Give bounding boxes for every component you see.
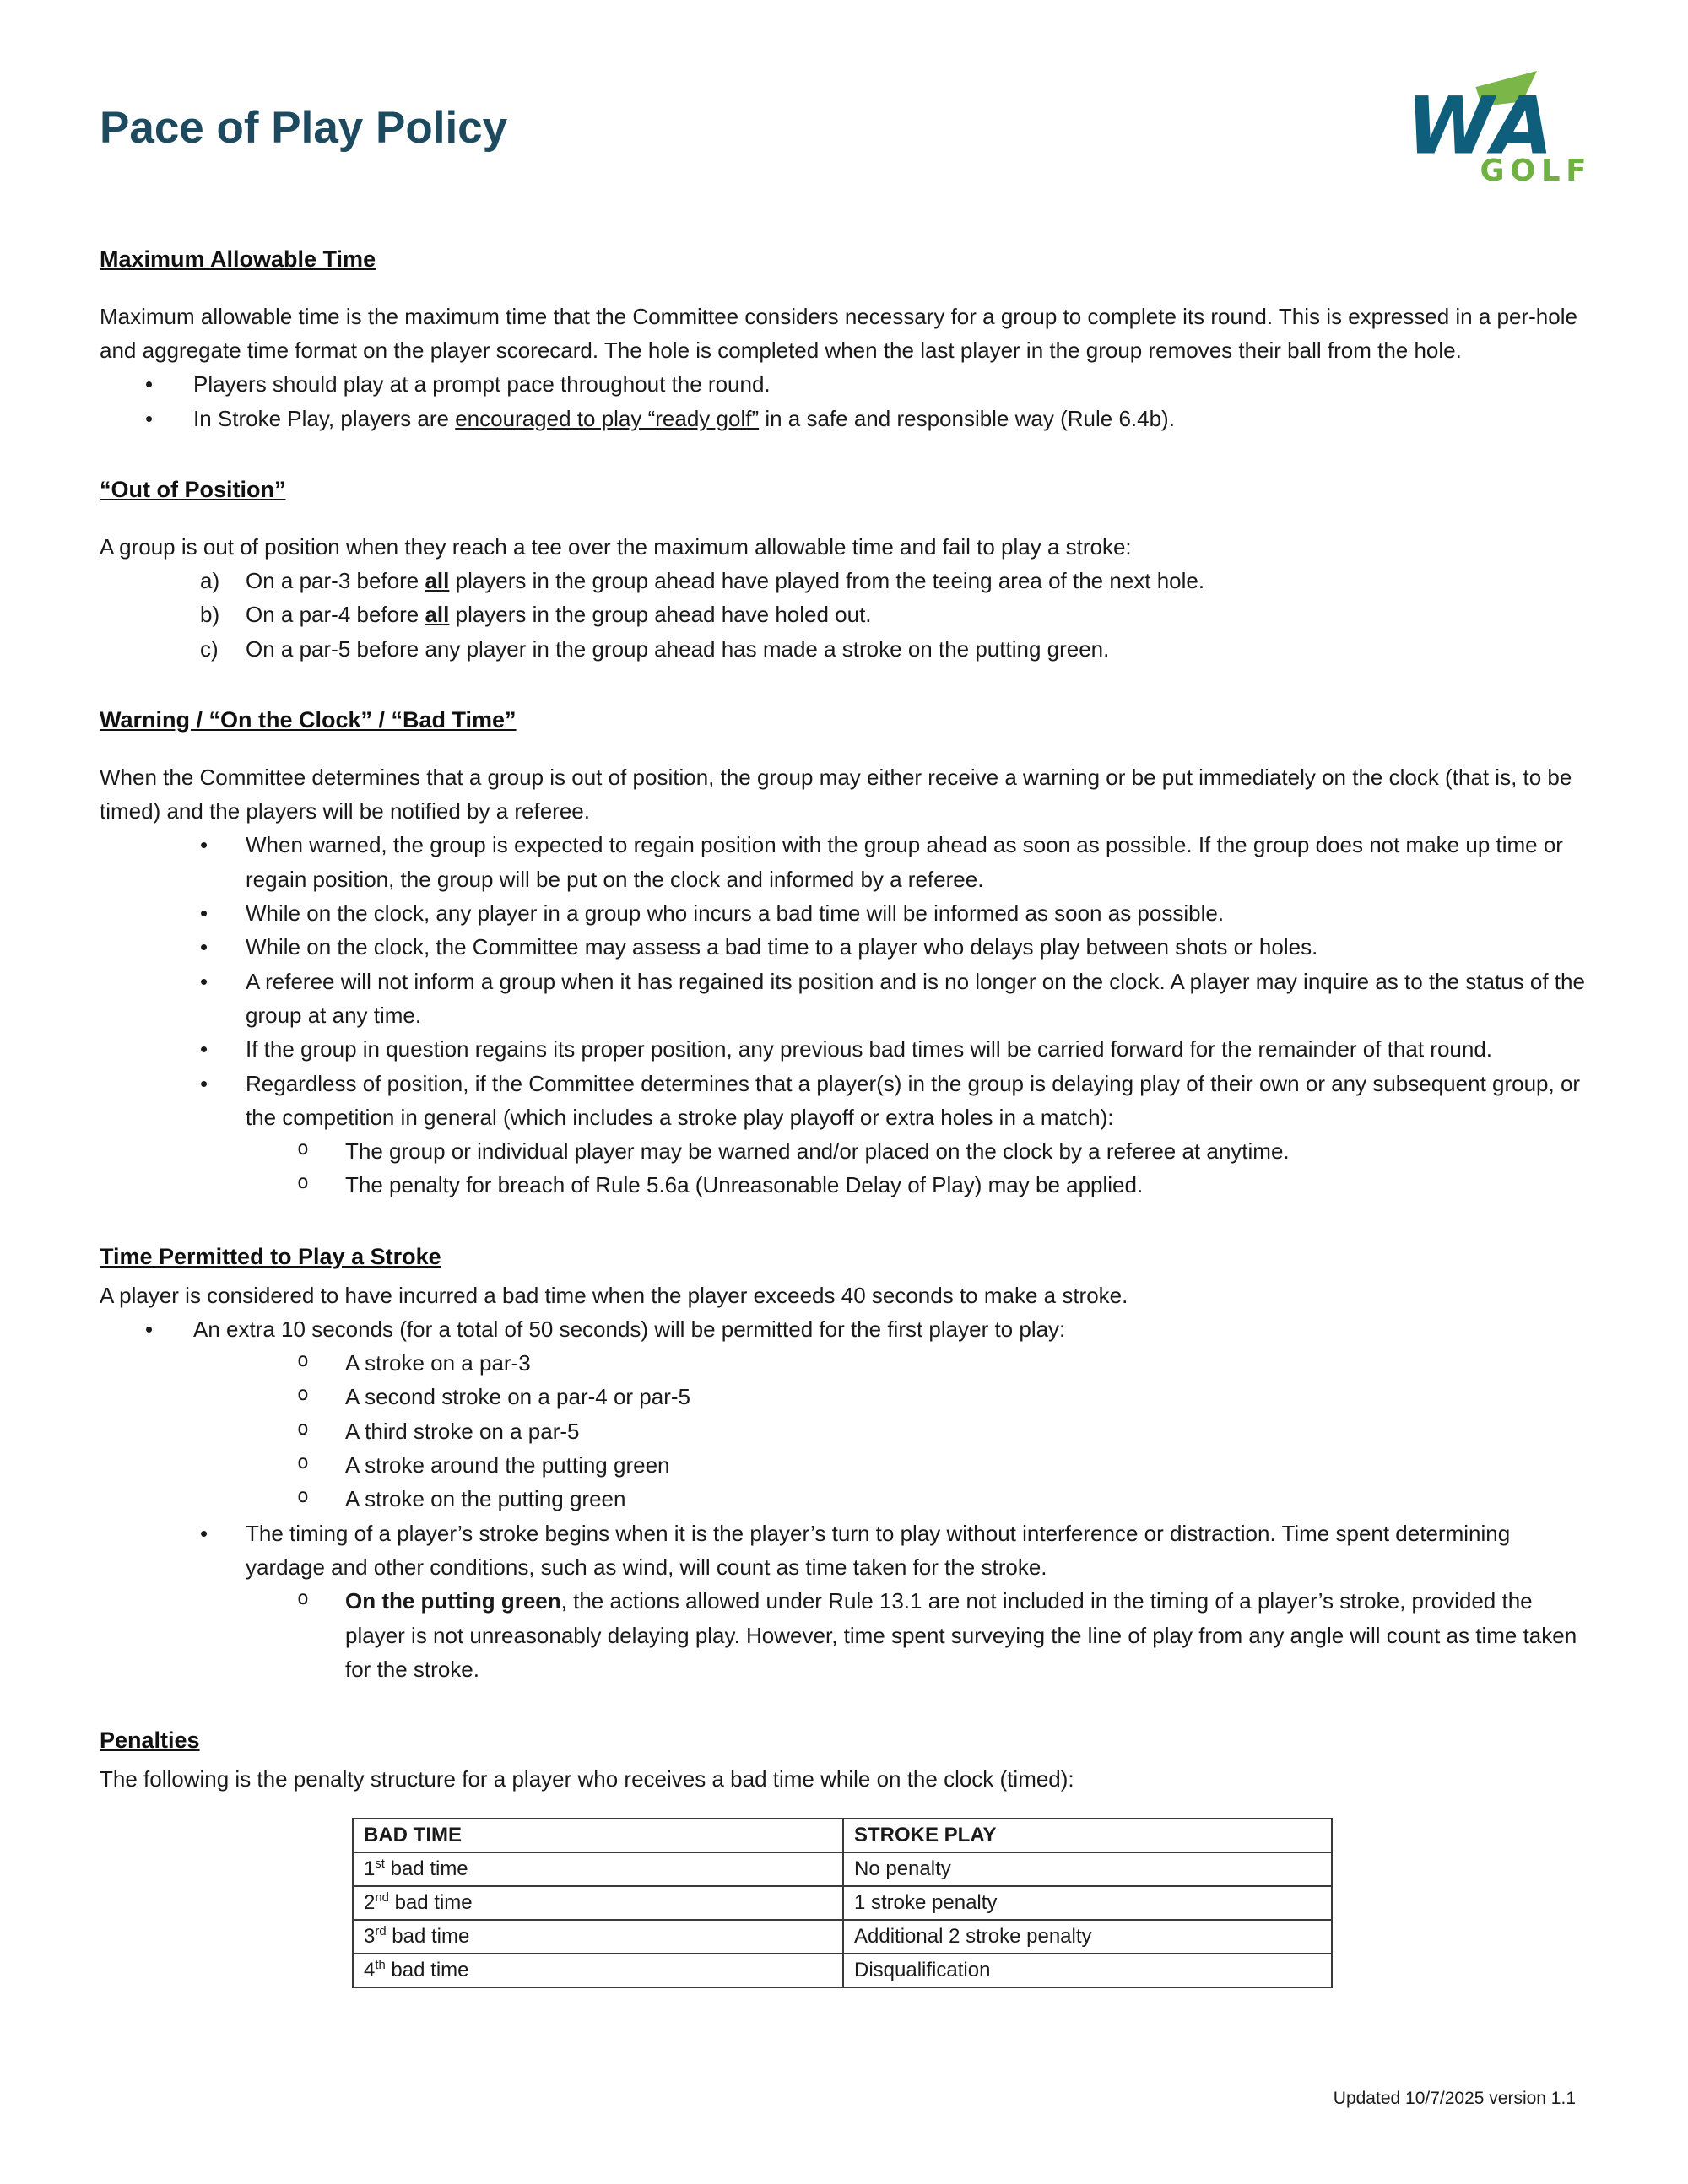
sub-bullet-text: A stroke on the putting green	[345, 1486, 626, 1512]
bold-phrase: On the putting green	[345, 1588, 561, 1614]
section-time-permitted	[100, 1240, 1588, 1686]
sub-bullet-text: A second stroke on a par-4 or par-5	[345, 1384, 691, 1410]
table-cell-penalty: Additional 2 stroke penalty	[843, 1920, 1332, 1954]
section-heading-warning: Warning / “On the Clock” / “Bad Time”	[100, 707, 517, 733]
table-header-stroke-play: STROKE PLAY	[843, 1819, 1332, 1852]
lettered-item	[100, 632, 1588, 666]
table-header-row	[353, 1819, 1332, 1852]
table-cell-bad-time: 1st bad time	[353, 1852, 843, 1886]
bullet-text: The timing of a player’s stroke begins when it is the player’s turn to play without interference or distraction. Time spent determining yardage and other conditions, such as wind, will count as time taken for the stroke.	[246, 1520, 1511, 1580]
table-header-bad-time: BAD TIME	[353, 1819, 843, 1852]
table-row	[353, 1852, 1332, 1886]
bullet-item	[100, 1032, 1588, 1066]
table-row	[353, 1920, 1332, 1954]
bullet-marker: •	[200, 968, 208, 994]
bullet-text: An extra 10 seconds (for a total of 50 seconds) will be permitted for the first player to play:	[193, 1316, 1066, 1342]
section-penalties	[100, 1723, 1588, 1988]
wa-golf-logo	[1408, 69, 1593, 196]
sub-bullet-text: A stroke around the putting green	[345, 1452, 670, 1479]
bullet-text: While on the clock, the Committee may assess a bad time to a player who delays play between shots or holes.	[246, 934, 1318, 960]
sub-bullet-marker: o	[297, 1383, 309, 1406]
letter-marker: c)	[200, 635, 219, 662]
sub-bullet-item	[100, 1380, 1588, 1414]
footer-note: Updated 10/7/2025 version 1.1	[1333, 2089, 1576, 2109]
bullet-item	[100, 930, 1588, 964]
lettered-text: On a par-3 before all players in the group ahead have played from the teeing area of the next hole.	[246, 568, 1205, 594]
table-row	[353, 1886, 1332, 1920]
bullet-marker: •	[200, 1036, 208, 1062]
penalty-table	[352, 1818, 1333, 1988]
bullet-marker: •	[200, 900, 208, 927]
sub-bullet-item	[100, 1482, 1588, 1516]
letter-marker: a)	[200, 568, 220, 594]
sub-bullet-text: On the putting green, the actions allowed under Rule 13.1 are not included in the timing of a player’s stroke, provided the player is not unreasonably delaying play. However, time spent surveying the line of play from any angle will count as time taken for the stroke.	[345, 1588, 1577, 1682]
sub-bullet-marker: o	[297, 1171, 309, 1194]
table-row	[353, 1954, 1332, 1987]
table-cell-penalty: 1 stroke penalty	[843, 1886, 1332, 1920]
bullet-text: In Stroke Play, players are encouraged to play “ready golf” in a safe and responsible way (Rule 6.4b).	[193, 405, 1175, 431]
sub-bullet-item	[100, 1346, 1588, 1380]
underlined-phrase: encouraged to play “ready golf”	[455, 405, 760, 431]
bullet-text: Players should play at a prompt pace throughout the round.	[193, 371, 771, 397]
lettered-item	[100, 564, 1588, 597]
sub-bullet-text: A stroke on a par-3	[345, 1350, 531, 1376]
sub-bullet-marker: o	[297, 1138, 309, 1160]
sub-bullet-item	[100, 1414, 1588, 1448]
sub-bullet-text: A third stroke on a par-5	[345, 1418, 580, 1444]
logo-golf-text: GOLF	[1480, 154, 1593, 184]
sub-bullet-marker: o	[297, 1349, 309, 1372]
emphasized-word: all	[425, 568, 450, 594]
bullet-marker: •	[145, 405, 154, 431]
section-heading-maximum-allowable-time: Maximum Allowable Time	[100, 246, 376, 272]
bullet-text: If the group in question regains its proper position, any previous bad times will be carried forward for the remainder of that round.	[246, 1036, 1493, 1062]
bullet-text: When warned, the group is expected to regain position with the group ahead as soon as possible. If the group does not make up time or regain position, the group will be put on the clock and informed by a referee.	[246, 832, 1563, 892]
paragraph: A player is considered to have incurred a bad time when the player exceeds 40 seconds to make a stroke.	[100, 1282, 1128, 1308]
section-heading-time-permitted: Time Permitted to Play a Stroke	[100, 1243, 441, 1269]
section-warning-on-the-clock	[100, 703, 1588, 1203]
paragraph: A group is out of position when they reach a tee over the maximum allowable time and fail to play a stroke:	[100, 533, 1132, 560]
section-heading-penalties: Penalties	[100, 1727, 200, 1754]
bullet-item	[100, 1312, 1588, 1346]
bullet-text: A referee will not inform a group when it has regained its position and is no longer on the clock. A player may inquire as to the status of the group at any time.	[246, 968, 1585, 1028]
sub-bullet-item	[100, 1448, 1588, 1482]
table-cell-bad-time: 2nd bad time	[353, 1886, 843, 1920]
logo-a: A	[1491, 80, 1554, 173]
sub-bullet-text: The penalty for breach of Rule 5.6a (Unreasonable Delay of Play) may be applied.	[345, 1172, 1144, 1198]
bullet-marker: •	[145, 371, 154, 397]
bullet-marker: •	[200, 832, 208, 858]
table-cell-bad-time: 4th bad time	[353, 1954, 843, 1987]
section-maximum-allowable-time	[100, 242, 1588, 435]
section-heading-out-of-position: “Out of Position”	[100, 476, 286, 502]
paragraph: When the Committee determines that a group is out of position, the group may either receive a warning or be put immediately on the clock (that is, to be timed) and the players will be notified by a referee.	[100, 764, 1572, 824]
sub-bullet-item	[100, 1168, 1588, 1202]
bullet-text: Regardless of position, if the Committee determines that a player(s) in the group is delaying play of their own or any subsequent group, or the competition in general (which includes a stroke play playoff or extra holes in a match):	[246, 1070, 1581, 1130]
paragraph: Maximum allowable time is the maximum time that the Committee considers necessary for a group to complete its round. This is expressed in a per-hole and aggregate time format on the player scorecard. The hole is completed when the last player in the group removes their ball from the hole.	[100, 303, 1577, 364]
sub-bullet-text: The group or individual player may be warned and/or placed on the clock by a referee at anytime.	[345, 1138, 1290, 1165]
bullet-marker: •	[145, 1316, 154, 1342]
sub-bullet-marker: o	[297, 1417, 309, 1440]
bullet-item	[100, 1516, 1588, 1585]
bullet-item	[100, 828, 1588, 896]
bullet-item	[100, 402, 1588, 435]
emphasized-word: all	[425, 602, 450, 628]
lettered-text: On a par-4 before all players in the group ahead have holed out.	[246, 602, 872, 628]
lettered-item	[100, 597, 1588, 631]
bullet-item	[100, 1067, 1588, 1135]
paragraph: The following is the penalty structure for a player who receives a bad time while on the clock (timed):	[100, 1765, 1074, 1792]
sub-bullet-marker: o	[297, 1485, 309, 1508]
table-cell-penalty: No penalty	[843, 1852, 1332, 1886]
sub-bullet-marker: o	[297, 1587, 309, 1610]
bullet-marker: •	[200, 1520, 208, 1546]
logo-w: W	[1408, 80, 1494, 173]
letter-marker: b)	[200, 602, 220, 628]
sub-bullet-item	[100, 1584, 1588, 1686]
bullet-marker: •	[200, 934, 208, 960]
sub-bullet-item	[100, 1134, 1588, 1168]
bullet-item	[100, 896, 1588, 930]
bullet-item	[100, 367, 1588, 401]
table-cell-penalty: Disqualification	[843, 1954, 1332, 1987]
section-out-of-position	[100, 473, 1588, 666]
table-cell-bad-time: 3rd bad time	[353, 1920, 843, 1954]
bullet-text: While on the clock, any player in a group who incurs a bad time will be informed as soon as possible.	[246, 900, 1225, 927]
bullet-marker: •	[200, 1070, 208, 1096]
page-title: Pace of Play Policy	[100, 103, 508, 153]
bullet-item	[100, 965, 1588, 1033]
lettered-text: On a par-5 before any player in the group ahead has made a stroke on the putting green.	[246, 635, 1110, 662]
sub-bullet-marker: o	[297, 1451, 309, 1474]
wa-golf-logo-graphic	[1408, 69, 1593, 184]
